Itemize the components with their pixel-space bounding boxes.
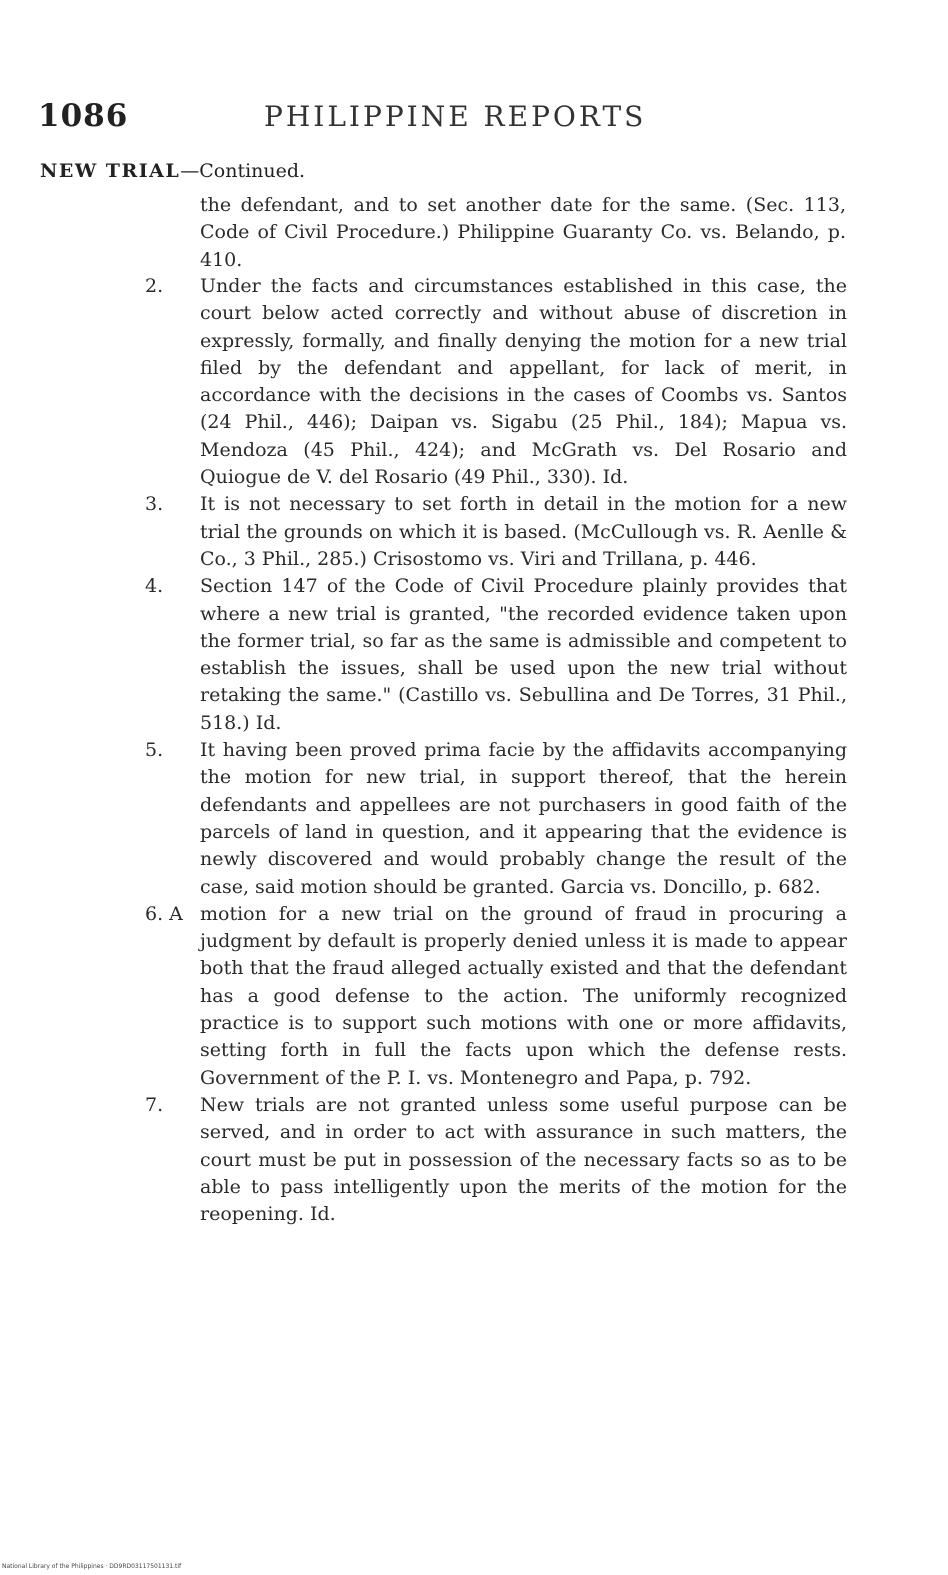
- section-heading-caps: NEW TRIAL: [40, 160, 181, 182]
- syllabus-entry: [145, 737, 847, 901]
- entry-text: New trials are not granted unless some useful purpose can be served, and in order to act with assurance in such matters, the court must be put in possession of the necessary facts so as to be able to pass intelligently upon the merits of the motion for the reopening. Id.: [200, 1093, 847, 1226]
- entry-number: 3.: [145, 493, 164, 516]
- section-heading-continued: —Continued.: [180, 160, 306, 182]
- scan-source-note: National Library of the Philippines · DD9RD03117501131.tif: [2, 1563, 182, 1570]
- entry-text: It having been proved prima facie by the affidavits accompanying the motion for new trial, in support thereof, that the herein defendants and appellees are not purchasers in good faith of the parcels of land in question, and it appearing that the evidence is newly discovered and would probably change the result of the case, said motion should be granted. Garcia vs. Doncillo, p. 682.: [200, 739, 847, 898]
- entry-number: 4.: [145, 575, 164, 598]
- entry-text: Under the facts and circumstances established in this case, the court below acted correctly and without abuse of discretion in expressly, formally, and finally denying the motion for a new trial filed by the defendant and appellant, for lack of merit, in accordance with the decisions in the cases of Coombs vs. Santos (24 Phil., 446); Daipan vs. Sigabu (25 Phil., 184); Mapua vs. Mendoza (45 Phil., 424); and McGrath vs. Del Rosario and Quiogue de V. del Rosario (49 Phil., 330). Id.: [200, 275, 847, 489]
- entry-number: 5.: [145, 739, 164, 762]
- syllabus-entry: [145, 1092, 847, 1228]
- syllabus-entry: [145, 491, 847, 573]
- page-number: 1086: [38, 98, 129, 134]
- syllabus-entry: [145, 573, 847, 737]
- page-title: PHILIPPINE REPORTS: [264, 100, 647, 133]
- syllabus-entry: [145, 273, 847, 491]
- entry-number: 2.: [145, 275, 164, 297]
- entry-number: 7.: [145, 1093, 164, 1116]
- syllabus-entry: [145, 901, 847, 1092]
- section-heading: [40, 160, 305, 182]
- continued-paragraph: the defendant, and to set another date for the same. (Sec. 113, Code of Civil Procedure.) Philippine Guaranty Co. vs. Belando, p. 410.: [200, 194, 846, 271]
- entry-number: 6. A: [145, 902, 183, 925]
- syllabus-entries: [145, 273, 847, 1228]
- entry-text: Section 147 of the Code of Civil Procedure plainly provides that where a new trial is granted, "the recorded evidence taken upon the former trial, so far as the same is admissible and competent to establish the issues, shall be used upon the new trial without retaking the same." (Castillo vs. Sebullina and De Torres, 31 Phil., 518.) Id.: [200, 575, 847, 734]
- entry-text: It is not necessary to set forth in detail in the motion for a new trial the grounds on which it is based. (McCullough vs. R. Aenlle & Co., 3 Phil., 285.) Crisostomo vs. Viri and Trillana, p. 446.: [200, 493, 847, 570]
- entry-text: motion for a new trial on the ground of fraud in procuring a judgment by default is properly denied unless it is made to appear both that the fraud alleged actually existed and that the defendant has a good defense to the action. The uniformly recognized practice is to support such motions with one or more affidavits, setting forth in full the facts upon which the defense rests. Government of the P. I. vs. Montenegro and Papa, p. 792.: [200, 902, 847, 1089]
